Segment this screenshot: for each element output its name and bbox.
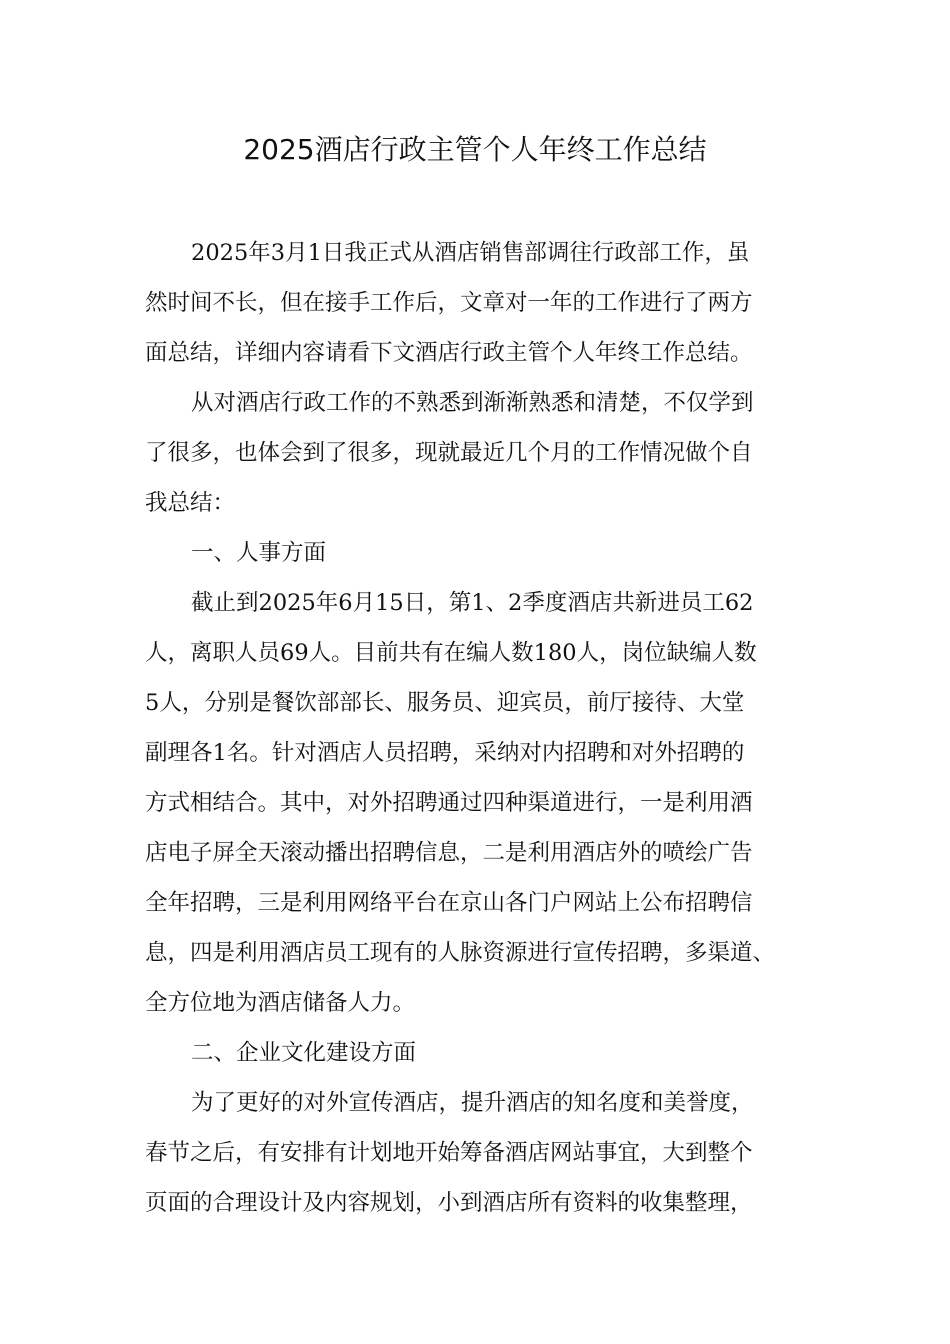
body-line: 了很多，也体会到了很多，现就最近几个月的工作情况做个自 [145, 440, 753, 466]
body-line: 全年招聘，三是利用网络平台在京山各门户网站上公布招聘信 [145, 890, 753, 916]
body-line: 我总结： [145, 490, 236, 516]
document-title: 2025酒店行政主管个人年终工作总结 [243, 133, 707, 166]
body-line: 息，四是利用酒店员工现有的人脉资源进行宣传招聘，多渠道、 [145, 940, 776, 966]
body-line: 5人，分别是餐饮部部长、服务员、迎宾员，前厅接待、大堂 [145, 690, 745, 716]
body-line: 全方位地为酒店储备人力。 [145, 990, 416, 1016]
document-body [145, 228, 817, 1228]
body-line: 面总结，详细内容请看下文酒店行政主管个人年终工作总结。 [145, 340, 753, 366]
body-line: 副理各1名。针对酒店人员招聘，采纳对内招聘和对外招聘的 [145, 740, 745, 766]
body-line: 人，离职人员69人。目前共有在编人数180人，岗位缺编人数 [145, 640, 757, 666]
body-line: 为了更好的对外宣传酒店，提升酒店的知名度和美誉度， [191, 1090, 754, 1116]
body-line: 2025年3月1日我正式从酒店销售部调往行政部工作，虽 [191, 240, 750, 266]
body-line: 一、人事方面 [191, 540, 327, 566]
body-line: 春节之后，有安排有计划地开始筹备酒店网站事宜，大到整个 [145, 1140, 753, 1166]
body-line: 然时间不长，但在接手工作后，文章对一年的工作进行了两方 [145, 290, 753, 316]
body-line: 从对酒店行政工作的不熟悉到渐渐熟悉和清楚，不仅学到 [191, 390, 754, 416]
body-line: 二、企业文化建设方面 [191, 1040, 417, 1066]
body-line: 截止到2025年6月15日，第1、2季度酒店共新进员工62 [191, 590, 754, 616]
body-line: 页面的合理设计及内容规划，小到酒店所有资料的收集整理， [145, 1190, 753, 1216]
body-line: 方式相结合。其中，对外招聘通过四种渠道进行，一是利用酒 [145, 790, 753, 816]
body-line: 店电子屏全天滚动播出招聘信息，二是利用酒店外的喷绘广告 [145, 840, 753, 866]
